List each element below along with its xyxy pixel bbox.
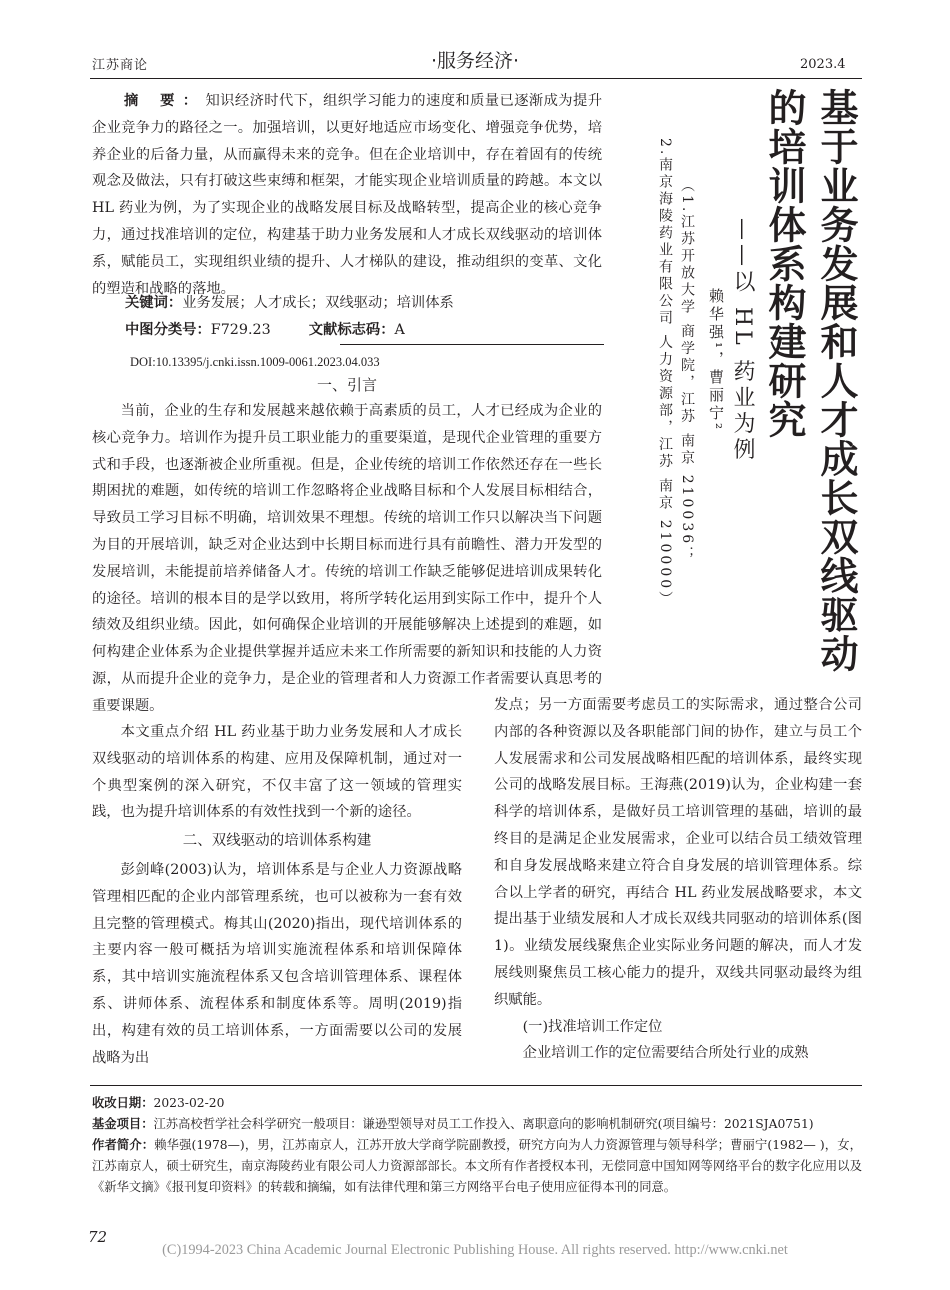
- keywords-label: 关键词：: [125, 295, 183, 311]
- copyright-watermark: (C)1994-2023 China Academic Journal Electronic Publishing House. All rights reserved. http://www.cnki.net: [162, 1242, 788, 1258]
- doi: DOI:10.13395/j.cnki.issn.1009-0061.2023.04.033: [130, 355, 380, 369]
- footnotes: [92, 1093, 862, 1198]
- keywords-text: 业务发展；人才成长；双线驱动；培训体系: [182, 295, 454, 311]
- right-column: [494, 692, 862, 1067]
- footnote-rule: [90, 1085, 862, 1086]
- clc-value: F729.23: [210, 322, 271, 338]
- abstract: [92, 88, 602, 302]
- clc-label: 中图分类号：: [125, 322, 211, 338]
- abstract-text: 知识经济时代下，组织学习能力的速度和质量已逐渐成为提升企业竞争力的路径之一。加强培训，以更好地适应市场变化、增强竞争优势，培养企业的后备力量，从而赢得未来的竞争。但在企业培训中，存在着固有的传统观念及做法，只有打破这些束缚和框架，才能实现企业培训质量的跨越。本文以 HL 药业为例，为了实现企业的战略发展目标及战略转型，提高企业的核心竞争力，通过找准培训的定位，构建基于助力业务发展和人才成长双线驱动的培训体系，赋能员工，实现组织业绩的提升、人才梯队的建设，推动组织的变革、文化的塑造和战略的落地。: [92, 93, 602, 297]
- fund-info: 基金项目：江苏高校哲学社会科学研究一般项目：谦逊型领导对员工工作投入、离职意向的影响机制研究(项目编号：2021SJA0751): [92, 1117, 814, 1131]
- page-number: 72: [88, 1228, 108, 1246]
- received-date: 收改日期：2023-02-20: [92, 1096, 225, 1110]
- abstract-rule: [340, 344, 604, 345]
- section-heading-framework: 二、双线驱动的培训体系构建: [182, 833, 372, 850]
- intro-text-2: 本文重点介绍 HL 药业基于助力业务发展和人才成长双线驱动的培训体系的构建、应用及保障机制，通过对一个典型案例的深入研究，不仅丰富了这一领域的管理实践，也为提升培训体系的有效性找到一个新的途径。: [92, 724, 462, 821]
- affiliation-1: （1.江苏开放大学 商学院，江苏 南京 210036；: [679, 178, 695, 564]
- paper-subtitle: ——以 HL 药业为例: [730, 218, 755, 464]
- framework-text-1-cont: 发点；另一方面需要考虑员工的实际需求，通过整合公司内部的各种资源以及各职能部门间的协作，建立与员工个人发展需求和公司发展战略相匹配的培训体系，最终实现公司的战略发展目标。王海燕(2019)认为，企业构建一套科学的培训体系，是做好员工培训管理的基础，培训的最终目的是满足企业发展需求，企业可以结合员工绩效管理和自身发展战略来建立符合自身发展的培训管理体系。综合以上学者的研究，再结合 HL 药业发展战略要求，本文提出基于业绩发展和人才成长双线共同驱动的培训体系(图 1)。业绩发展线聚焦企业实际业务问题的解决，而人才发展线则聚焦员工核心能力的提升，双线共同驱动最终为组织赋能。: [494, 697, 862, 1008]
- classification: [125, 319, 405, 339]
- title-block: [654, 88, 862, 688]
- section-label: ·服务经济·: [430, 50, 520, 72]
- author-names: 赖华强¹，曹丽宁²: [707, 288, 725, 433]
- issue-label: 2023.4: [800, 57, 846, 72]
- paper-title-line1: 基于业务发展和人才成长双线驱动: [814, 88, 858, 673]
- positioning-text: 企业培训工作的定位需要结合所处行业的成熟: [522, 1045, 809, 1062]
- intro-paragraph-1: [92, 398, 602, 720]
- affiliation-2: 2.南京海陵药业有限公司 人力资源部，江苏 南京 210000）: [657, 138, 673, 609]
- journal-name: 江苏商论: [92, 58, 149, 73]
- author-bio: 作者简介：赖华强(1978—)，男，江苏南京人，江苏开放大学商学院副教授，研究方向为人力资源管理与领导科学；曹丽宁(1982— )，女，江苏南京人，硕士研究生，南京海陵药业有限公司人力资源部部长。本文所有作者授权本刊，无偿同意中国知网等网络平台的数字化应用以及《新华文摘》《报刊复印资料》的转载和摘编，如有法律代理和第三方网络平台电子使用应征得本刊的同意。: [92, 1138, 862, 1194]
- abstract-label: 摘 要：: [124, 93, 206, 109]
- doc-code-value: A: [394, 322, 405, 338]
- left-column: [92, 719, 462, 1071]
- framework-text-1: 彭剑峰(2003)认为，培训体系是与企业人力资源战略管理相匹配的企业内部管理系统，也可以被称为一套有效且完整的管理模式。梅其山(2020)指出，现代培训体系的主要内容一般可概括为培训实施流程体系和培训保障体系，其中培训实施流程体系又包含培训管理体系、课程体系、讲师体系、流程体系和制度体系等。周明(2019)指出，构建有效的员工培训体系，一方面需要以公司的发展战略为出: [92, 861, 462, 1066]
- keywords: [125, 292, 454, 312]
- header-rule: [90, 78, 862, 79]
- intro-text-1: 当前，企业的生存和发展越来越依赖于高素质的员工，人才已经成为企业的核心竞争力。培训作为提升员工职业能力的重要渠道，是现代企业管理的重要方式和手段，也逐渐被企业所重视。但是，企业传统的培训工作依然还存在一些长期困扰的难题，如传统的培训工作忽略将企业战略目标和个人发展目标相结合，导致员工学习目标不明确，培训效果不理想。传统的培训工作只以解决当下问题为目的开展培训，缺乏对企业达到中长期目标而进行具有前瞻性、潜力开发型的发展培训，未能提前培养储备人才。传统的培训工作缺乏能够促进培训成果转化的途径。培训的根本目的是学以致用，将所学转化运用到实际工作中，提升个人绩效及组织业绩。因此，如何确保企业培训的开展能够解决上述提到的难题，如何构建企业体系为企业提供掌握并适应未来工作所需要的新知识和技能的人力资源，从而提升企业的竞争力，是企业的管理者和人力资源工作者需要认真思考的重要课题。: [92, 403, 602, 714]
- doc-code-label: 文献标志码：: [308, 322, 395, 338]
- section-heading-intro: 一、引言: [316, 376, 377, 394]
- subsection-heading-positioning: (一)找准培训工作定位: [522, 1018, 663, 1035]
- paper-title-line2: 的培训体系构建研究: [762, 88, 806, 439]
